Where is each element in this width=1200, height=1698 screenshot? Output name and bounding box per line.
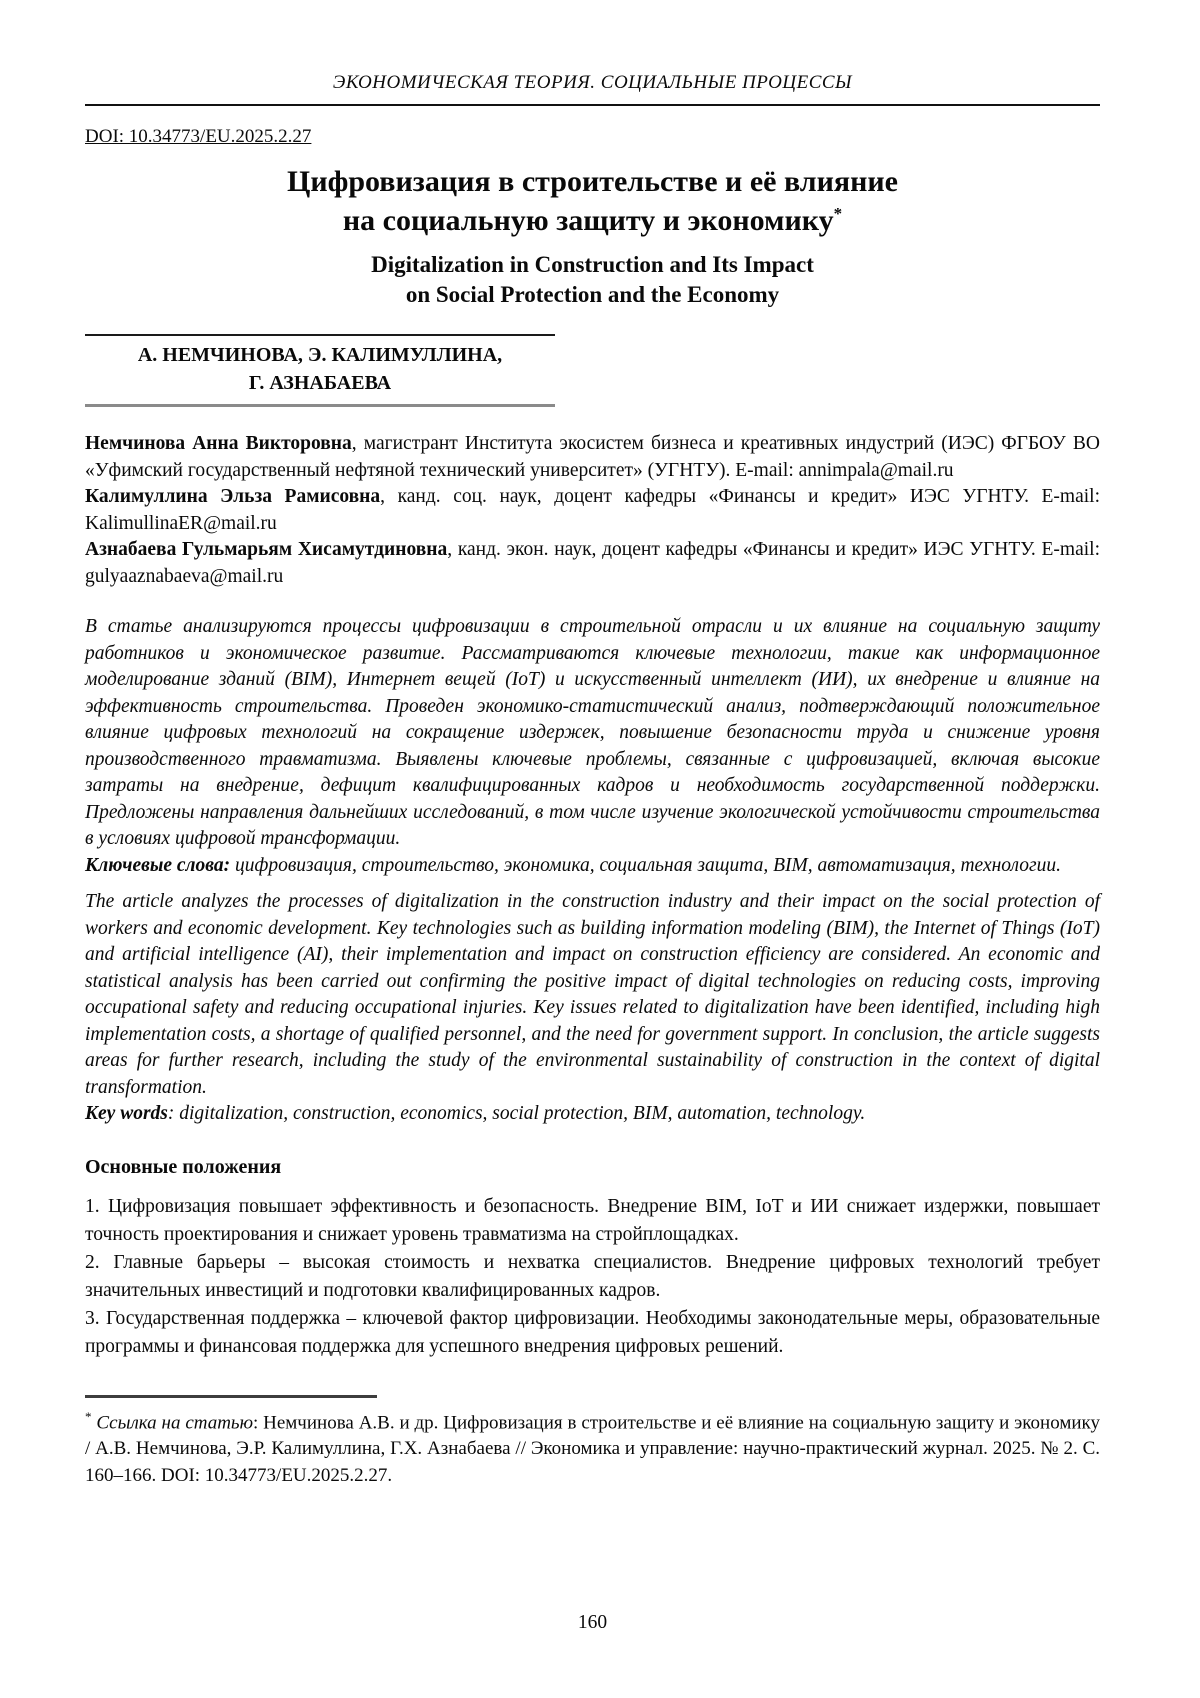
keywords-en <box>85 1101 1100 1128</box>
article-title-ru-line1: Цифровизация в строительстве и её влияние <box>286 165 898 198</box>
footnote-label: Ссылка на статью <box>96 1411 253 1433</box>
affiliation-author-3 <box>85 537 1100 590</box>
header-rule <box>85 104 1100 106</box>
keywords-ru <box>85 853 1100 880</box>
author-1-name: Немчинова Анна Викторовна <box>85 433 352 454</box>
article-title-en-line2: on Social Protection and the Economy <box>405 282 780 307</box>
authors-line1: А. НЕМЧИНОВА, Э. КАЛИМУЛЛИНА, <box>137 344 503 366</box>
footnote <box>85 1404 1100 1490</box>
main-point-2: 2. Главные барьеры – высокая стоимость и нехватка специалистов. Внедрение цифровых технологий требует значительных инвестиций и подготовки квалифицированных кадров. <box>85 1251 1100 1301</box>
abstract-ru-text: В статье анализируются процессы цифровизации в строительной отрасли и их влияние на социальную защиту работников и экономическое развитие. Рассматриваются ключевые технологии, такие как информационное моделирование зданий (BIM), Интернет вещей (IoT) и искусственный интеллект (ИИ), их внедрение и влияние на эффективность строительства. Проведен экономико-статистический анализ, подтверждающий положительное влияние цифровых технологий на сокращение издержек, повышение безопасности труда и снижение уровня производственного травматизма. Выявлены ключевые проблемы, связанные с цифровизацией, включая высокие затраты на внедрение, дефицит квалифицированных кадров и необходимость государственной поддержки. Предложены направления дальнейших исследований, в том числе изучение экологической устойчивости строительства в условиях цифровой трансформации. <box>85 616 1100 849</box>
keywords-en-text: : digitalization, construction, economics, social protection, BIM, automation, technology. <box>167 1103 866 1124</box>
main-point-3: 3. Государственная поддержка – ключевой фактор цифровизации. Необходимы законодательные меры, образовательные программы и финансовая поддержка для успешного внедрения цифровых решений. <box>85 1307 1100 1357</box>
running-head: ЭКОНОМИЧЕСКАЯ ТЕОРИЯ. СОЦИАЛЬНЫЕ ПРОЦЕССЫ <box>332 72 853 93</box>
affiliations <box>85 431 1100 590</box>
affiliation-author-1 <box>85 431 1100 484</box>
article-title-ru-line2: на социальную защиту и экономику* <box>342 204 843 237</box>
main-points <box>85 1193 1100 1361</box>
page-number: 160 <box>577 1612 608 1633</box>
author-1-details: , магистрант Института экосистем бизнеса и креативных индустрий (ИЭС) ФГБОУ ВО «Уфимский государственный нефтяной технический университет» (УГНТУ). E-mail: annimpala@mail.ru <box>85 433 1100 481</box>
authors-block <box>85 334 555 407</box>
footnote-rule <box>85 1395 377 1398</box>
title-footnote-marker: * <box>833 204 843 223</box>
abstract-ru <box>85 614 1100 879</box>
abstract-en-text: The article analyzes the processes of digitalization in the construction industry and their impact on the social protection of workers and economic development. Key technologies such as building information modeling (BIM), the Internet of Things (IoT) and artificial intelligence (AI), their implementation and impact on construction efficiency are considered. An economic and statistical analysis has been carried out confirming the positive impact of digital technologies on reducing costs, improving occupational safety and reducing occupational injuries. Key issues related to digitalization have been identified, including high implementation costs, a shortage of qualified personnel, and the need for government support. In conclusion, the article suggests areas for further research, including the study of the environmental sustainability of construction in the context of digital transformation. <box>85 891 1100 1098</box>
author-2-details: , канд. соц. наук, доцент кафедры «Финансы и кредит» ИЭС УГНТУ. E-mail: KalimullinaER@mail.ru <box>85 486 1100 534</box>
keywords-ru-label: Ключевые слова: <box>85 854 231 876</box>
affiliation-author-2 <box>85 484 1100 537</box>
article-title-en <box>85 250 1100 310</box>
article-title-ru <box>85 162 1100 240</box>
doi <box>85 126 1100 148</box>
main-points-heading: Основные положения <box>85 1155 282 1178</box>
footnote-text: : Немчинова А.В. и др. Цифровизация в строительстве и её влияние на социальную защиту и экономику / А.В. Немчинова, Э.Р. Калимуллина, Г.Х. Азнабаева // Экономика и управление: научно-практический журнал. 2025. № 2. С. 160–166. DOI: 10.34773/EU.2025.2.27. <box>85 1411 1100 1486</box>
authors-line2: Г. АЗНАБАЕВА <box>248 372 392 394</box>
abstract-en <box>85 889 1100 1128</box>
article-title-en-line1: Digitalization in Construction and Its Impact <box>371 252 814 277</box>
author-2-name: Калимуллина Эльза Рамисовна <box>85 486 381 507</box>
doi-text: DOI: 10.34773/EU.2025.2.27 <box>85 126 312 147</box>
footnote-marker: * <box>85 1408 92 1424</box>
main-point-1: 1. Цифровизация повышает эффективность и безопасность. Внедрение BIM, IoT и ИИ снижает издержки, повышает точность проектирования и снижает уровень травматизма на стройплощадках. <box>85 1195 1100 1245</box>
keywords-ru-text: цифровизация, строительство, экономика, социальная защита, BIM, автоматизация, технологии. <box>230 854 1062 876</box>
keywords-en-label: Key words <box>85 1103 168 1124</box>
author-3-details: , канд. экон. наук, доцент кафедры «Финансы и кредит» ИЭС УГНТУ. E-mail: gulyaaznabaeva@mail.ru <box>85 539 1100 587</box>
author-3-name: Азнабаева Гульмарьям Хисамутдиновна <box>85 539 448 560</box>
